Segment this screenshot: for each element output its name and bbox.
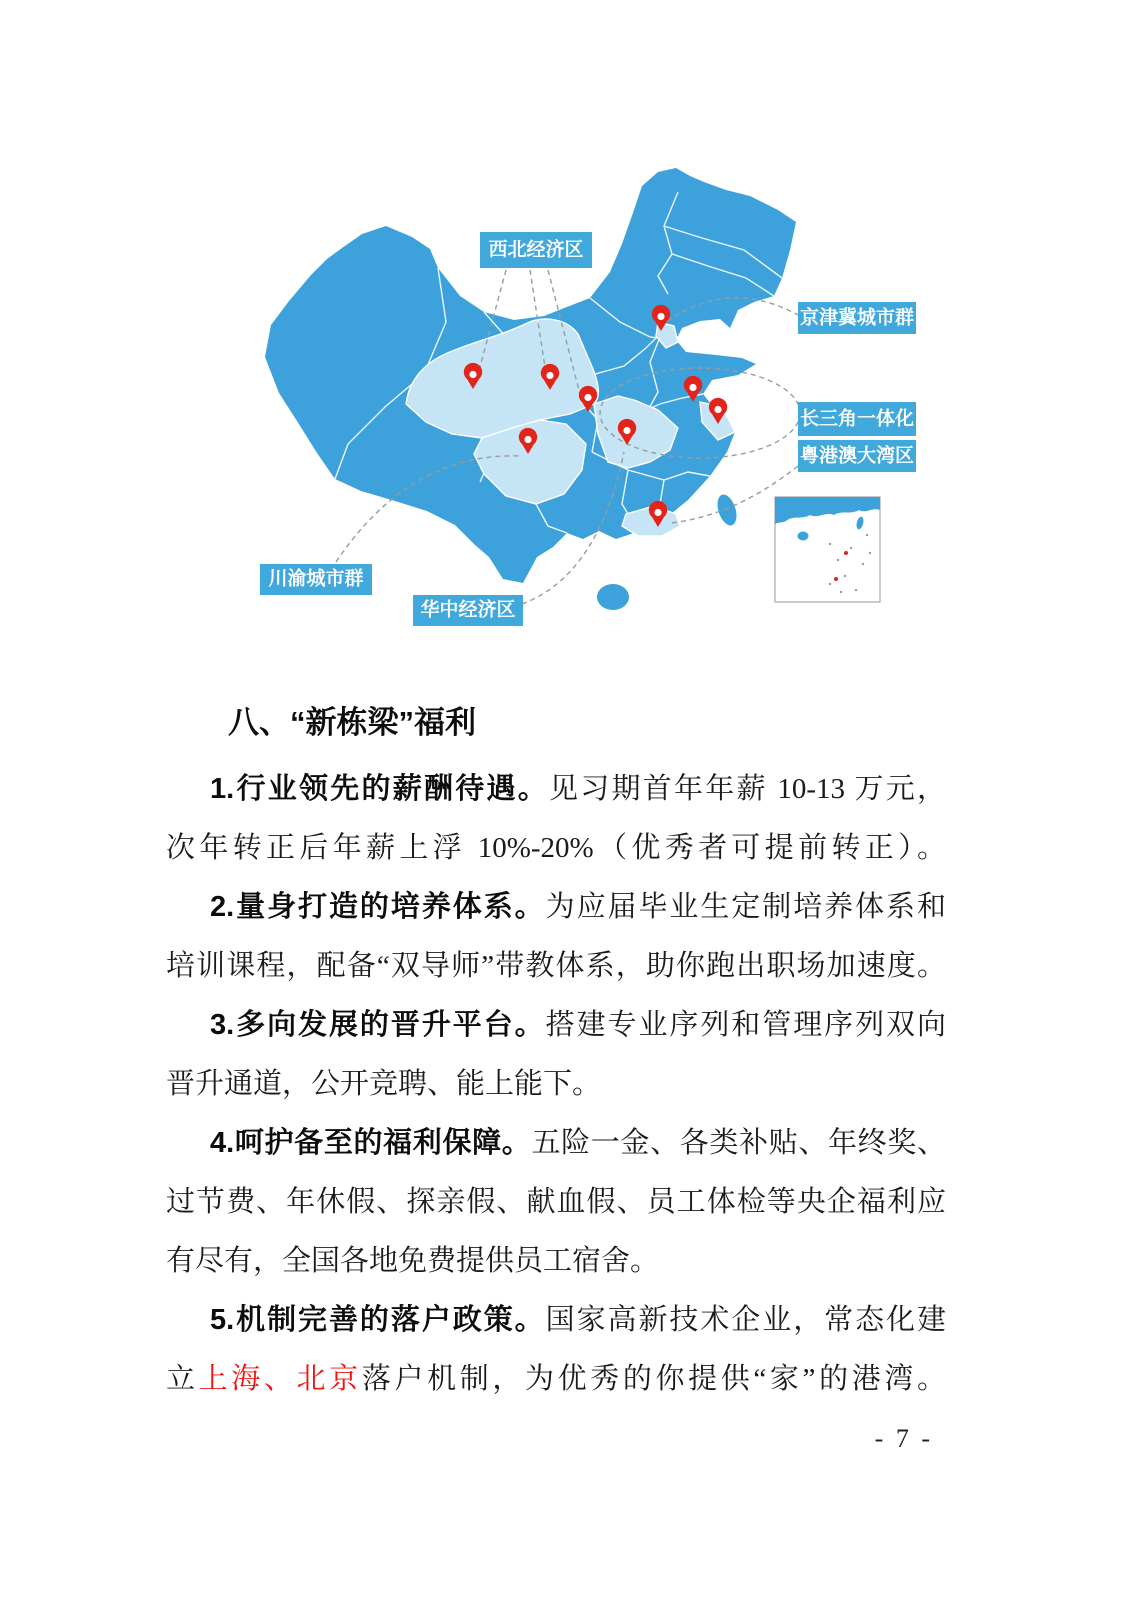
- paragraph-3-text: 晋升通道，公开竞聘、能上能下。: [166, 1068, 602, 1100]
- paragraph-1-text: 次年转正后年薪上浮 10%-20%（优秀者可提前转正）。: [166, 832, 946, 864]
- paragraph-5-highlight-cities: 上海、北京: [198, 1363, 362, 1395]
- paragraph-3-line-2: [166, 1055, 946, 1114]
- region-label-huazhong: 华中经济区: [420, 599, 516, 621]
- paragraph-1-line-1: [166, 760, 946, 819]
- paragraph-5-line-2: [166, 1350, 946, 1409]
- paragraph-2-lead: 2.量身打造的培养体系。: [210, 891, 546, 923]
- paragraph-5-text: 立: [166, 1363, 199, 1395]
- china-map: [230, 152, 930, 632]
- paragraph-4-lead: 4.呵护备至的福利保障。: [210, 1127, 532, 1159]
- taiwan-island: [714, 492, 740, 528]
- paragraph-2-line-2: [166, 937, 946, 996]
- paragraph-5-lead: 5.机制完善的落户政策。: [210, 1304, 546, 1336]
- paragraph-2-text: 为应届毕业生定制培养体系和: [545, 891, 946, 923]
- benefits-section: [166, 686, 946, 1409]
- paragraph-1-text: 见习期首年年薪 10-13 万元，: [549, 773, 946, 805]
- south-china-sea-inset: [775, 497, 880, 602]
- region-label-chuanyu: 川渝城市群: [268, 568, 364, 590]
- paragraph-2-text: 培训课程，配备“双导师”带教体系，助你跑出职场加速度。: [166, 950, 946, 982]
- hainan-island: [597, 584, 629, 610]
- region-label-yuegangao: 粤港澳大湾区: [799, 445, 915, 467]
- paragraph-4-text: 有尽有，全国各地免费提供员工宿舍。: [166, 1245, 660, 1277]
- paragraph-3-lead: 3.多向发展的晋升平台。: [210, 1009, 546, 1041]
- region-label-jingjinji: 京津冀城市群: [799, 307, 915, 329]
- paragraph-4-line-3: [166, 1232, 946, 1291]
- region-label-changsanjiao: 长三角一体化: [799, 408, 915, 430]
- paragraph-4-line-2: [166, 1173, 946, 1232]
- paragraph-4-line-1: [166, 1114, 946, 1173]
- paragraph-2-line-1: [166, 878, 946, 937]
- paragraph-1-lead: 1.行业领先的薪酬待遇。: [210, 773, 550, 805]
- paragraph-5-text: 国家高新技术企业，常态化建: [545, 1304, 946, 1336]
- paragraph-4-text: 五险一金、各类补贴、年终奖、: [531, 1127, 946, 1159]
- paragraph-4-text: 过节费、年休假、探亲假、献血假、员工体检等央企福利应: [166, 1186, 946, 1218]
- section-heading: 八、“新栋梁”福利: [228, 705, 476, 740]
- paragraph-5-line-1: [166, 1291, 946, 1350]
- page-number: - 7 -: [874, 1424, 933, 1453]
- paragraph-3-line-1: [166, 996, 946, 1055]
- region-label-northwest: 西北经济区: [488, 239, 584, 261]
- paragraph-3-text: 搭建专业序列和管理序列双向: [545, 1009, 946, 1041]
- paragraph-1-line-2: [166, 819, 946, 878]
- paragraph-5-text: 落户机制，为优秀的你提供“家”的港湾。: [361, 1363, 946, 1395]
